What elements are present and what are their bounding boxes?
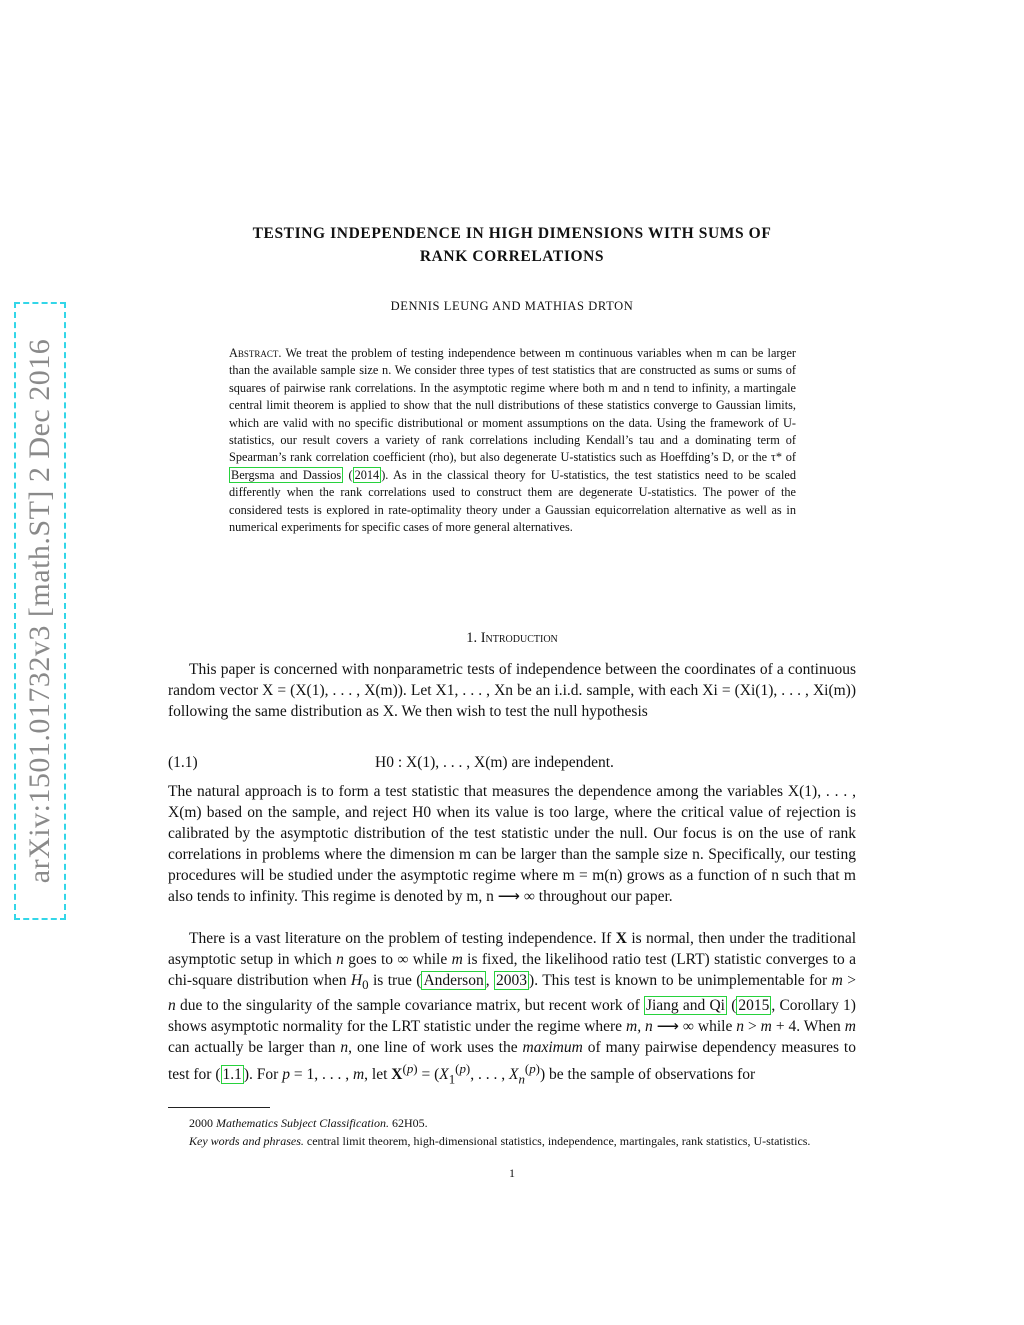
- citation-bergsma-dassios-year[interactable]: 2014: [354, 467, 380, 482]
- citation-jiang-qi[interactable]: Jiang and Qi: [645, 996, 725, 1014]
- footnote-msc: [168, 1115, 856, 1133]
- msc-label: Mathematics Subject Classification.: [216, 1116, 389, 1130]
- intro-paragraph-2-text: The natural approach is to form a test statistic that measures the dependence among the variables X(1), . . . , X(m) based on the sample, and reject H0 when its value is too large, where the critical value of rejection is calibrated by the asymptotic distribution of the test statistic under the null. Our focus is on the use of rank correlations in problems where the dimension m can be larger than the sample size n. Specifically, our testing procedures will be studied under the asymptotic regime where m = m(n) grows as a function of n such that m also tends to infinity. This regime is denoted by m, n ⟶ ∞ throughout our paper.: [168, 783, 856, 905]
- abstract-text-1: We treat the problem of testing independence between m continuous variables when m can be larger than the available sample size n. We consider three types of test statistics that are constructed as sums or sums of squares of pairwise rank correlations. In the asymptotic regime where both m and n tend to infinity, a martingale central limit theorem is applied to show that the null distributions of these statistics converge to Gaussian limits, which are valid with no specific distributional or moment assumptions on the data. Using the framework of U-statistics, our result covers a variety of rank correlations including Kendall’s tau and a dominating term of Spearman’s rank correlation coefficient (rho), but also degenerate U-statistics such as Hoeffding’s D, or the τ* of: [229, 346, 796, 465]
- citation-bergsma-dassios[interactable]: Bergsma and Dassios: [231, 467, 342, 482]
- title-line-2: RANK CORRELATIONS: [419, 248, 605, 265]
- intro-paragraph-3-text: There is a vast literature on the problem of testing independence. If X is normal, then under the traditional asymptotic setup in which n goes to ∞ while m is fixed, the likelihood ratio test (LRT) statistic converges to a chi-square distribution when $H_0$ is true ( Anderson , 2003 ). This test is known to be unimplementable for m > n due to the singularity of the sample covariance matrix, but recent work of Jiang and Qi ( 2015 , Corollary 1) shows asymptotic normality for the LRT statistic under the regime where m, n ⟶ ∞ while n > m + 4. When m can actually be larger than n, one line of work uses the maximum of many pairwise dependency measures to test for ( 1.1 ). For p = 1, . . . , m, let $X^{(p)} = (X_1^{(p)}$, . . . , $X_n^{(p)}$) be the sample of observations for: [168, 930, 857, 1086]
- authors: DENNIS LEUNG AND MATHIAS DRTON: [390, 299, 634, 313]
- footnote-rule: [168, 1107, 270, 1108]
- intro-paragraph-1-text: This paper is concerned with nonparametric tests of independence between the coordinates of a continuous random vector X = (X(1), . . . , X(m)). Let X1, . . . , Xn be an i.i.d. sample, with each Xi = (Xi(1), . . . , Xi(m)) following the same distribution as X. We then wish to test the null hypothesis: [168, 661, 856, 720]
- section-title: Introduction: [480, 630, 558, 646]
- intro-paragraph-2: [168, 782, 856, 907]
- equation-number: (1.1): [168, 754, 198, 771]
- citation-anderson-year[interactable]: 2003: [496, 971, 528, 989]
- citation-anderson[interactable]: Anderson: [423, 971, 484, 989]
- paper-title: [168, 222, 856, 268]
- abstract-text-2: As in the classical theory for U-statistics, the test statistics need to be scaled differently when the rank correlations used to construct them are degenerate U-statistics. The power of the considered tests is explored in rate-optimality theory under a Gaussian equicorrelation alternative as well as in numerical experiments for specific cases of more general alternatives.: [229, 467, 796, 535]
- citation-jiang-qi-year[interactable]: 2015: [738, 996, 770, 1014]
- citation-equation-1-1[interactable]: 1.1: [222, 1065, 242, 1083]
- keywords-label: Key words and phrases.: [189, 1133, 304, 1148]
- msc-code: 62H05.: [391, 1116, 428, 1130]
- equation-body: H0 : X(1), . . . , X(m) are independent.: [375, 754, 614, 771]
- abstract: Abstract. We treat the problem of testing independence between m continuous variables when m can be larger than the available sample size n. We consider three types of test statistics that are constructed as sums or sums of squares of pairwise rank correlations. In the asymptotic regime where both m and n tend to infinity, a martingale central limit theorem is applied to show that the null distributions of these statistics converge to Gaussian limits, which are valid with no specific distributional or moment assumptions on the data. Using the framework of U-statistics, our result covers a variety of rank correlations including Kendall’s tau and a dominating term of Spearman’s rank correlation coefficient (rho), but also degenerate U-statistics such as Hoeffding’s D, or the τ* of Bergsma and Dassios ( 2014 ). As in the classical theory for U-statistics, the test statistics need to be scaled differently when the rank correlations used to construct them are degenerate U-statistics. The power of the considered tests is explored in rate-optimality theory under a Gaussian equicorrelation alternative as well as in numerical experiments for specific cases of more general alternatives.: [229, 346, 796, 535]
- footnote-keywords: [168, 1133, 856, 1151]
- section-heading: [168, 630, 856, 647]
- intro-paragraph-3: [168, 929, 856, 1090]
- equation-1-1: [168, 754, 856, 776]
- msc-year: 2000: [189, 1116, 213, 1130]
- arxiv-stamp-text: arXiv:1501.01732v3 [math.ST] 2 Dec 2016: [23, 338, 56, 884]
- arxiv-stamp: [14, 302, 66, 920]
- page-number: 1: [509, 1166, 515, 1180]
- abstract-label: Abstract.: [229, 346, 282, 360]
- section-number: 1.: [466, 630, 478, 646]
- keywords-text: central limit theorem, high-dimensional statistics, independence, martingales, rank statistics, U-statistics.: [306, 1133, 811, 1148]
- footnotes: [168, 1115, 856, 1150]
- intro-paragraph-1: [168, 660, 856, 723]
- title-line-1: TESTING INDEPENDENCE IN HIGH DIMENSIONS WITH SUMS OF: [252, 225, 772, 242]
